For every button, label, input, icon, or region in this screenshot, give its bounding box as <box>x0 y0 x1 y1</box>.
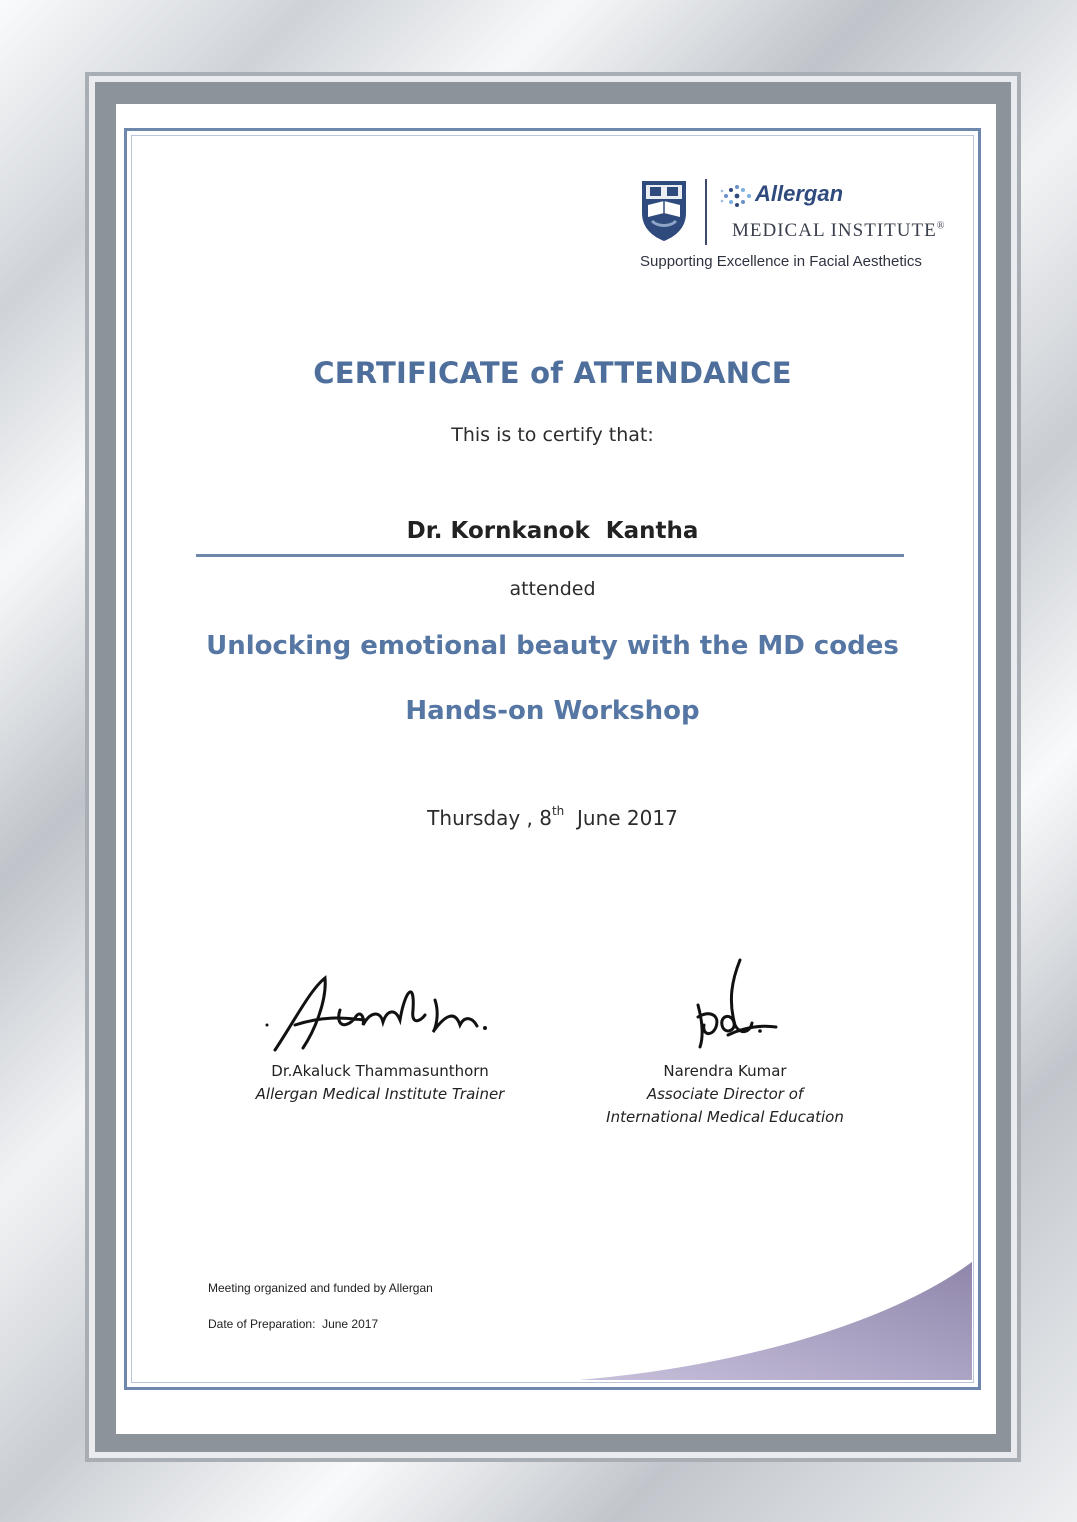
date-prefix: Thursday , 8 <box>427 806 552 830</box>
recipient-name: Dr. Kornkanok Kantha <box>406 518 699 544</box>
director-name: Narendra Kumar <box>663 1062 787 1080</box>
date-superscript: th <box>551 804 565 818</box>
director-role-line-1: Associate Director of <box>646 1085 804 1103</box>
attended-word: attended <box>509 578 596 600</box>
signature-director <box>680 955 780 1055</box>
course-title: Unlocking emotional beauty with the MD codes <box>206 631 899 661</box>
event-date <box>124 806 981 830</box>
trainer-role: Allergan Medical Institute Trainer <box>255 1085 505 1103</box>
course-subtitle: Hands-on Workshop <box>405 696 700 726</box>
institute-shield-icon <box>640 179 688 243</box>
certify-line: This is to certify that: <box>451 424 654 446</box>
certificate-inner-border <box>131 135 974 1383</box>
registered-mark: ® <box>936 220 946 232</box>
allergan-logo <box>638 176 948 276</box>
trainer-name: Dr.Akaluck Thammasunthorn <box>271 1062 489 1080</box>
organizer-note: Meeting organized and funded by Allergan <box>208 1281 433 1295</box>
institute-name <box>732 220 945 242</box>
signature-trainer <box>255 970 505 1060</box>
certificate-title: CERTIFICATE of ATTENDANCE <box>313 356 792 390</box>
preparation-date: Date of Preparation: June 2017 <box>208 1317 379 1331</box>
recipient-underline <box>196 554 904 557</box>
logo-divider <box>705 179 707 245</box>
decorative-swoosh <box>560 1260 972 1380</box>
allergan-dots-icon <box>720 183 754 209</box>
brand-name: Allergan <box>755 181 844 206</box>
date-suffix: June 2017 <box>564 806 678 830</box>
logo-tagline: Supporting Excellence in Facial Aesthetics <box>640 253 922 270</box>
institute-label: MEDICAL INSTITUTE <box>732 220 937 241</box>
director-role-line-2: International Medical Education <box>606 1108 844 1126</box>
